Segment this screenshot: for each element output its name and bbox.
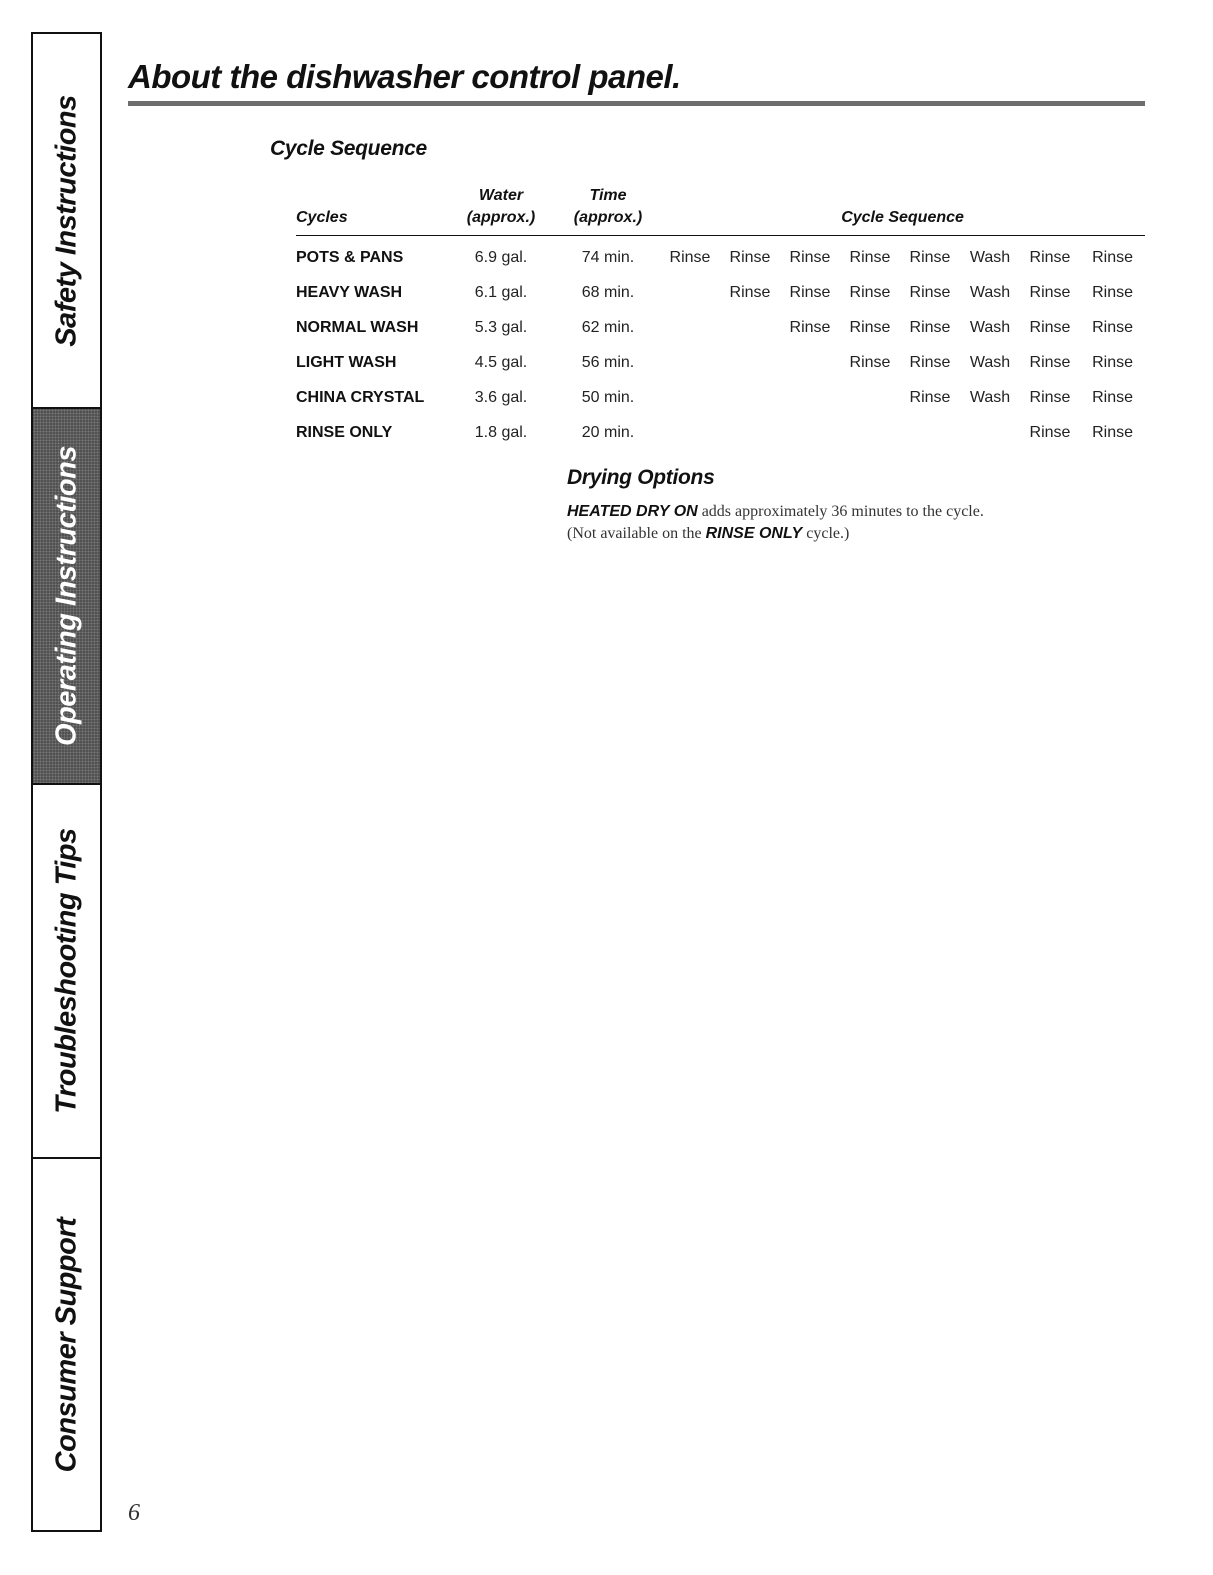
- sequence-step: [900, 415, 960, 450]
- rinse-only-label: RINSE ONLY: [705, 525, 803, 542]
- sequence-step: [660, 275, 720, 310]
- sequence-step: Rinse: [909, 388, 951, 406]
- sequence-step: [840, 415, 900, 450]
- tab-safety-instructions[interactable]: [33, 34, 100, 409]
- sequence-step: Wash: [969, 388, 1011, 406]
- cycle-time: 62 min.: [581, 318, 635, 336]
- tab-label: Safety Instructions: [50, 94, 82, 347]
- sequence-step: Rinse: [909, 318, 951, 336]
- table-row: [296, 236, 1145, 276]
- tab-consumer-support[interactable]: [33, 1159, 100, 1530]
- drying-line-2-pre: (Not available on the: [567, 525, 706, 542]
- sequence-step: Wash: [969, 283, 1011, 301]
- header-sequence: Cycle Sequence: [660, 185, 1145, 236]
- drying-line-1: [567, 501, 1127, 523]
- sequence-step: Wash: [969, 353, 1011, 371]
- table-row: [296, 415, 1145, 450]
- page-number: 6: [128, 1500, 140, 1526]
- water-amount: 4.5 gal.: [474, 353, 528, 371]
- sequence-step: Wash: [969, 248, 1011, 266]
- water-amount: 6.1 gal.: [474, 283, 528, 301]
- header-water: [446, 185, 556, 236]
- page-title: About the dishwasher control panel.: [128, 58, 681, 95]
- title-divider: [128, 101, 1145, 106]
- cycle-time: 74 min.: [581, 248, 635, 266]
- sequence-step: [780, 380, 840, 415]
- table-row: [296, 345, 1145, 380]
- sequence-step: [720, 415, 780, 450]
- sequence-step: Rinse: [729, 248, 771, 266]
- sequence-step: Rinse: [1029, 248, 1071, 266]
- water-amount: 5.3 gal.: [474, 318, 528, 336]
- header-cycles: Cycles: [296, 185, 446, 236]
- sequence-step: [660, 415, 720, 450]
- sequence-step: Rinse: [909, 283, 951, 301]
- drying-line-1-text: adds approximately 36 minutes to the cycle.: [697, 503, 984, 520]
- tab-troubleshooting-tips[interactable]: [33, 785, 100, 1159]
- cycle-sequence-table: [296, 185, 1145, 450]
- sequence-step: Rinse: [1092, 423, 1133, 441]
- sequence-step: Rinse: [789, 283, 831, 301]
- sequence-step: Rinse: [1029, 388, 1071, 406]
- water-amount: 1.8 gal.: [474, 423, 528, 441]
- drying-options-text: [567, 501, 1127, 545]
- sequence-step: [960, 415, 1020, 450]
- cycle-sequence-title: Cycle Sequence: [270, 137, 427, 160]
- drying-options-title: Drying Options: [567, 466, 715, 489]
- sequence-step: [780, 415, 840, 450]
- tab-label: Operating Instructions: [50, 446, 82, 746]
- sequence-step: Rinse: [1029, 318, 1071, 336]
- water-amount: 6.9 gal.: [474, 248, 528, 266]
- sequence-step: Rinse: [789, 248, 831, 266]
- sequence-step: Rinse: [729, 283, 771, 301]
- table-row: [296, 310, 1145, 345]
- table-row: [296, 275, 1145, 310]
- sequence-step: [780, 345, 840, 380]
- header-water-top: Water: [478, 187, 524, 204]
- drying-line-2-post: cycle.): [802, 525, 850, 542]
- cycle-time: 50 min.: [581, 388, 635, 406]
- cycle-time: 68 min.: [581, 283, 635, 301]
- section-tabs: [31, 32, 102, 1532]
- sequence-step: Rinse: [849, 318, 891, 336]
- sequence-step: [660, 310, 720, 345]
- cycle-name: LIGHT WASH: [296, 353, 397, 371]
- sequence-step: Wash: [969, 318, 1011, 336]
- sequence-step: Rinse: [849, 353, 891, 371]
- sequence-step: Rinse: [1092, 318, 1133, 336]
- header-time-top: Time: [589, 187, 627, 204]
- sequence-step: [840, 380, 900, 415]
- sequence-step: Rinse: [909, 248, 951, 266]
- sequence-step: Rinse: [1092, 283, 1133, 301]
- cycle-name: RINSE ONLY: [296, 423, 393, 441]
- sequence-step: [720, 345, 780, 380]
- header-water-bottom: (approx.): [466, 209, 536, 226]
- header-time: [556, 185, 660, 236]
- drying-line-2: [567, 523, 1127, 545]
- sequence-step: [720, 310, 780, 345]
- sequence-step: [660, 345, 720, 380]
- table-header-row: [296, 185, 1145, 236]
- sequence-step: Rinse: [1029, 283, 1071, 301]
- sequence-step: [720, 380, 780, 415]
- water-amount: 3.6 gal.: [474, 388, 528, 406]
- sequence-step: [660, 380, 720, 415]
- header-time-bottom: (approx.): [573, 209, 643, 226]
- sequence-step: Rinse: [1092, 388, 1133, 406]
- cycle-name: CHINA CRYSTAL: [296, 388, 425, 406]
- tab-operating-instructions[interactable]: [33, 409, 100, 785]
- sequence-step: Rinse: [1029, 353, 1071, 371]
- tab-label: Troubleshooting Tips: [50, 828, 82, 1114]
- heated-dry-on-label: HEATED DRY ON: [567, 503, 698, 520]
- sequence-step: Rinse: [789, 318, 831, 336]
- sequence-step: Rinse: [849, 283, 891, 301]
- cycle-time: 56 min.: [581, 353, 635, 371]
- cycle-time: 20 min.: [581, 423, 635, 441]
- sequence-step: Rinse: [1092, 353, 1133, 371]
- sequence-step: Rinse: [1029, 423, 1071, 441]
- tab-label: Consumer Support: [50, 1217, 82, 1472]
- sequence-step: Rinse: [1092, 248, 1133, 266]
- sequence-step: Rinse: [909, 353, 951, 371]
- sequence-step: Rinse: [669, 248, 711, 266]
- sequence-step: Rinse: [849, 248, 891, 266]
- cycle-name: HEAVY WASH: [296, 283, 403, 301]
- cycle-name: POTS & PANS: [296, 248, 404, 266]
- table-row: [296, 380, 1145, 415]
- cycle-name: NORMAL WASH: [296, 318, 419, 336]
